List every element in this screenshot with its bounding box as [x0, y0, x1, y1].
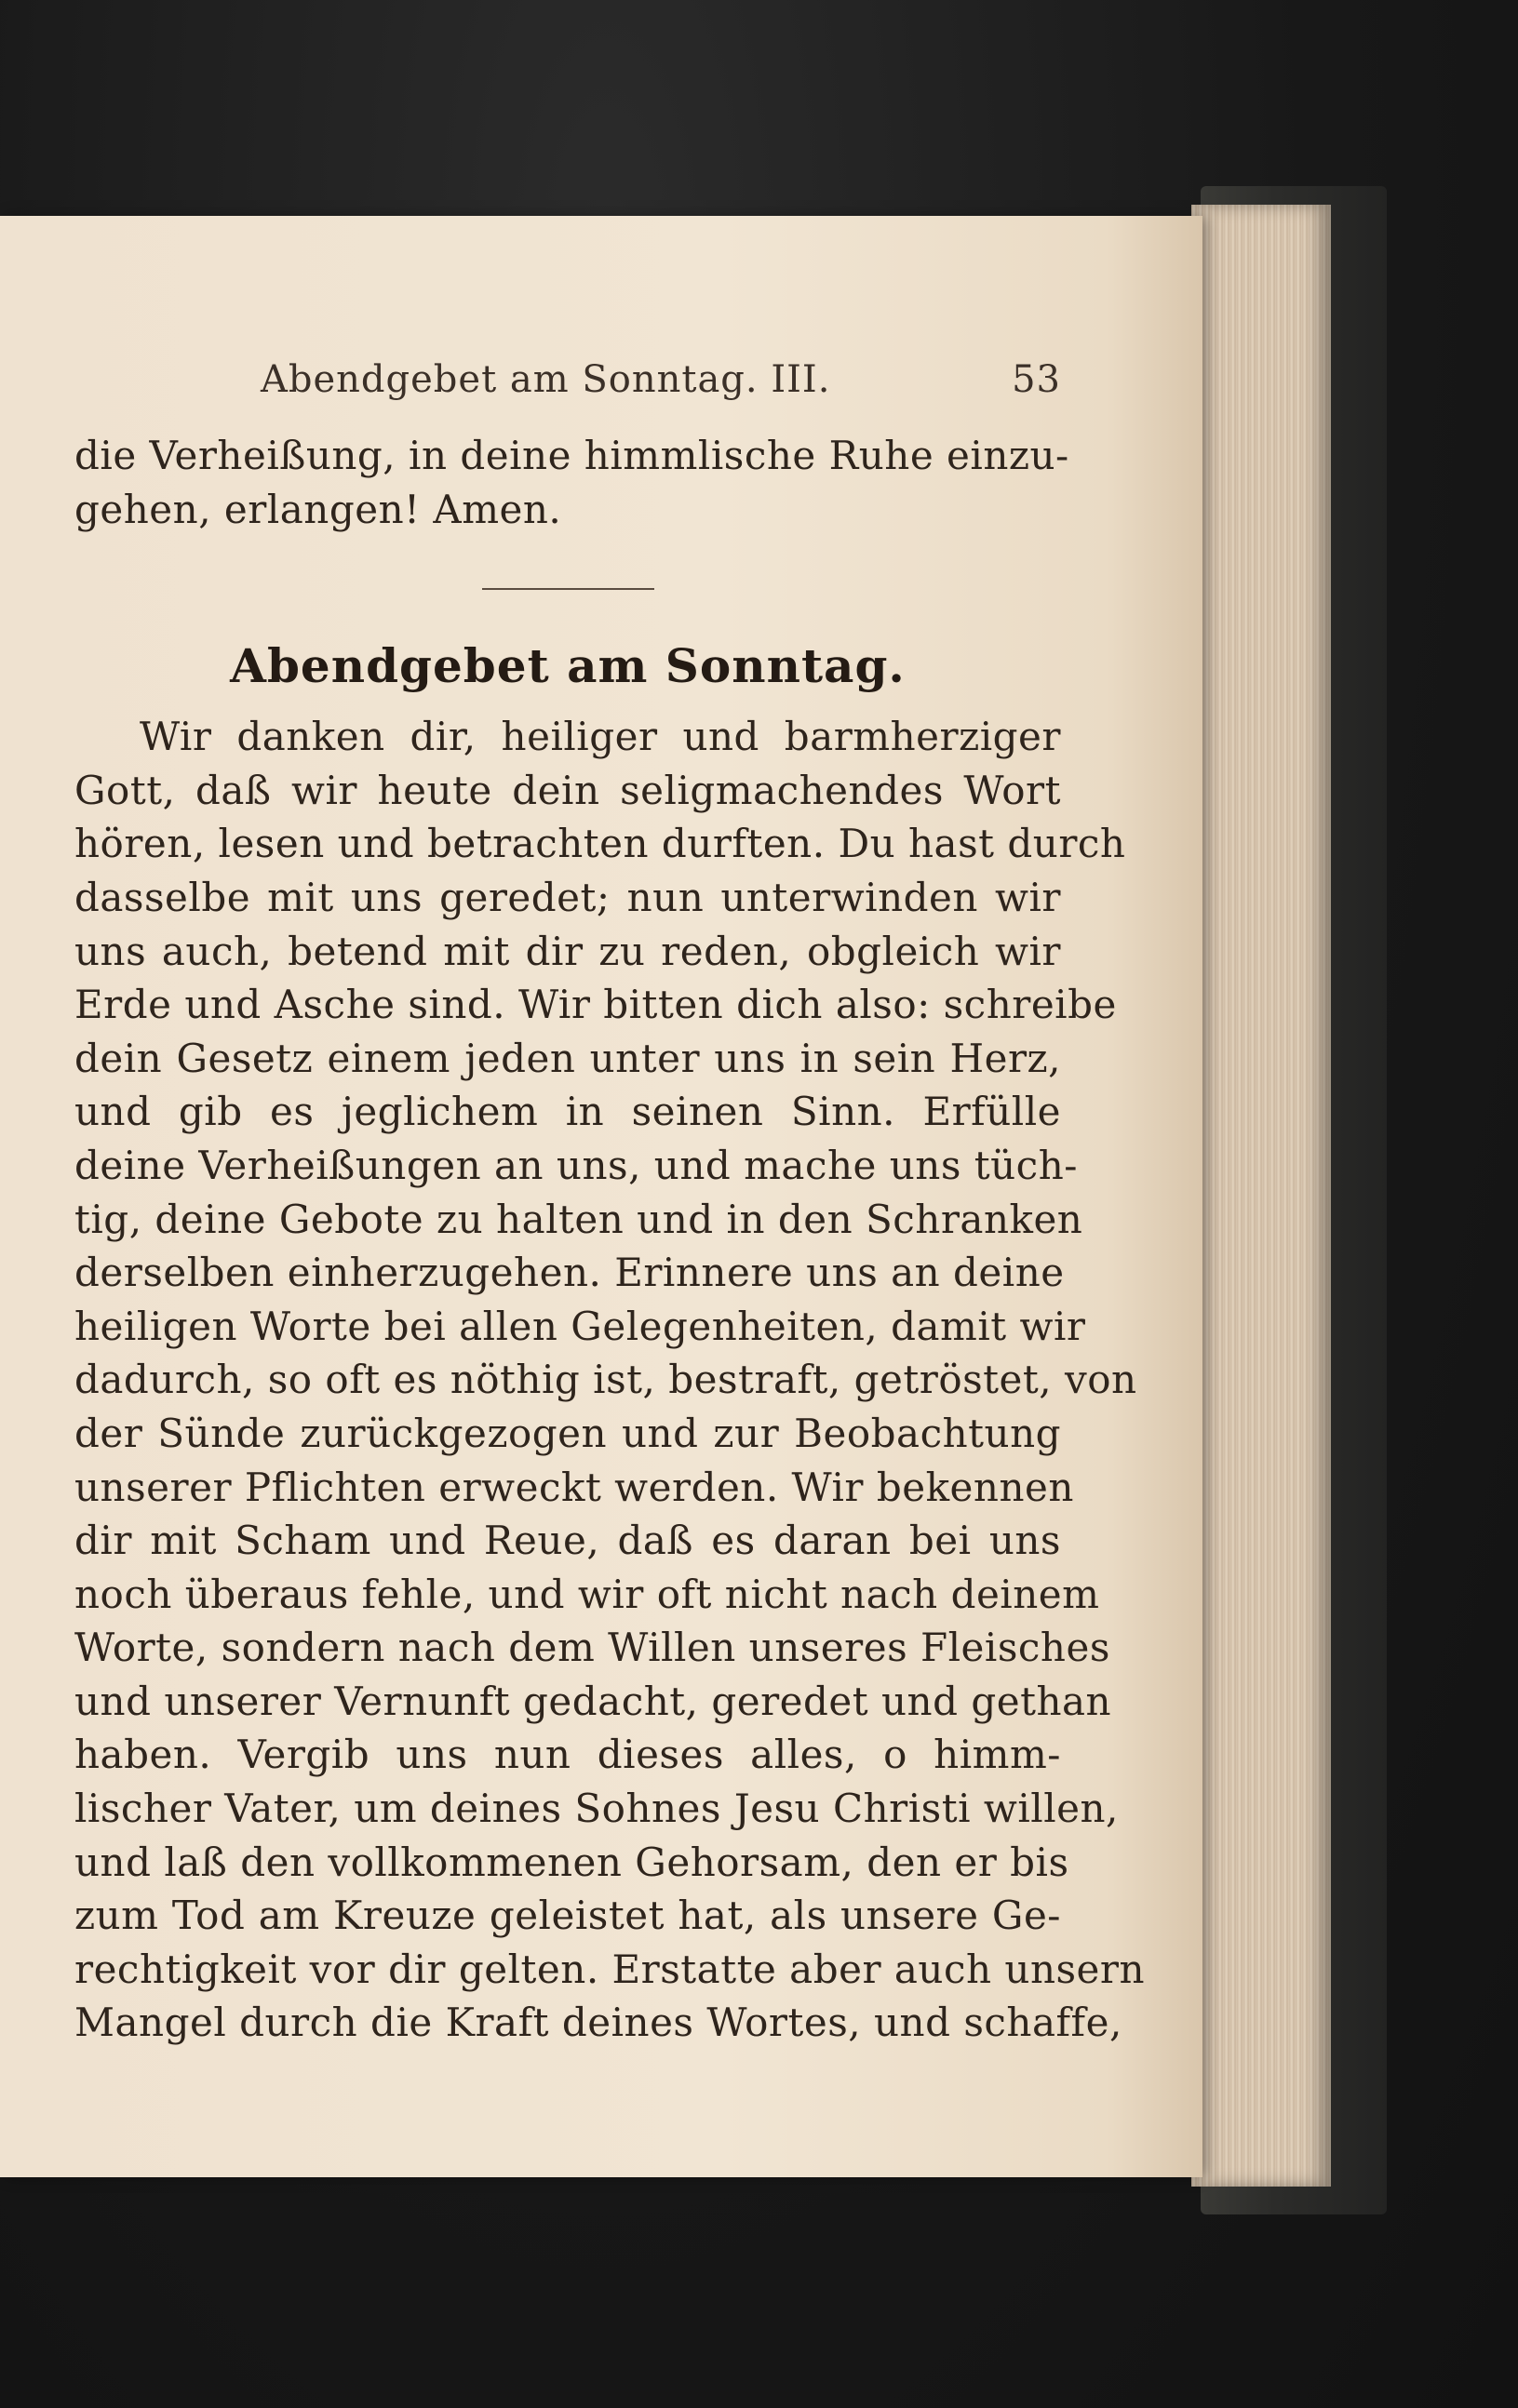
prayer-paragraph [74, 710, 1146, 2050]
intro-paragraph [74, 429, 1069, 536]
page-header [74, 358, 1061, 401]
text-line: uns auch, betend mit dir zu reden, obgleich wir [74, 928, 1061, 974]
page-content [74, 358, 1146, 2050]
text-line: haben. Vergib uns nun dieses alles, o himm- [74, 1732, 1061, 1778]
text-line: die Verheißung, in deine himmlische Ruhe einzu- [74, 433, 1069, 478]
text-line: dein Gesetz einem jeden unter uns in sein Herz, [74, 1035, 1061, 1081]
text-line: und laß den vollkommenen Gehorsam, den er bis [74, 1839, 1069, 1885]
running-title: Abendgebet am Sonntag. III. [261, 358, 831, 401]
text-line: zum Tod am Kreuze geleistet hat, als unsere Ge- [74, 1893, 1061, 1939]
text-line: Wir danken dir, heiliger und barmherziger [140, 714, 1061, 760]
text-line: rechtigkeit vor dir gelten. Erstatte aber auch unsern [74, 1946, 1146, 1992]
text-line: derselben einherzugehen. Erinnere uns an deine [74, 1250, 1065, 1296]
text-line: tig, deine Gebote zu halten und in den Schranken [74, 1196, 1083, 1242]
text-line: Erde und Asche sind. Wir bitten dich also: schreibe [74, 982, 1117, 1028]
text-line: gehen, erlangen! Amen. [74, 486, 562, 532]
page-stack-edge [1191, 205, 1331, 2187]
text-line: unserer Pflichten erweckt werden. Wir bekennen [74, 1464, 1074, 1510]
text-line: der Sünde zurückgezogen und zur Beobachtung [74, 1410, 1061, 1456]
section-title: Abendgebet am Sonntag. [230, 638, 906, 694]
text-line: dasselbe mit uns geredet; nun unterwinden wir [74, 874, 1061, 920]
text-line: dir mit Scham und Reue, daß es daran bei uns [74, 1518, 1061, 1564]
text-line: und unserer Vernunft gedacht, geredet und gethan [74, 1678, 1112, 1724]
text-line: Mangel durch die Kraft deines Wortes, und schaffe, [74, 2000, 1122, 2046]
text-line: und gib es jeglichem in seinen Sinn. Erfülle [74, 1089, 1061, 1135]
text-line: deine Verheißungen an uns, und mache uns tüch- [74, 1142, 1078, 1188]
text-line: heiligen Worte bei allen Gelegenheiten, damit wir [74, 1303, 1086, 1349]
text-line: lischer Vater, um deines Sohnes Jesu Christi willen, [74, 1786, 1119, 1832]
section-divider [482, 588, 654, 590]
text-line: noch überaus fehle, und wir oft nicht nach deinem [74, 1571, 1100, 1617]
text-line: dadurch, so oft es nöthig ist, bestraft, getröstet, von [74, 1357, 1137, 1403]
text-line: hören, lesen und betrachten durften. Du hast durch [74, 821, 1126, 867]
text-line: Gott, daß wir heute dein seligmachendes Wort [74, 767, 1061, 813]
page-number: 53 [1012, 358, 1061, 401]
text-line: Worte, sondern nach dem Willen unseres Fleisches [74, 1625, 1110, 1671]
